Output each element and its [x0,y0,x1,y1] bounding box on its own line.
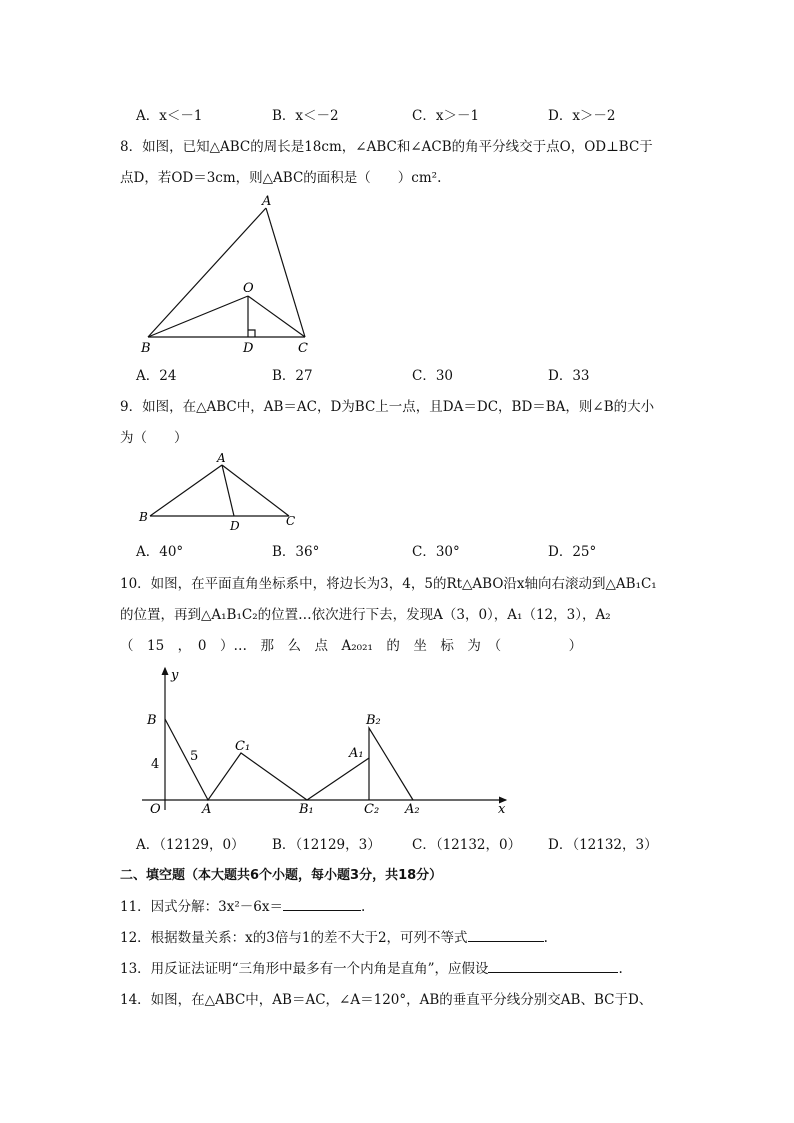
q10-label-c2: C₂ [364,802,380,817]
q10-stem-line2: 的位置，再到△A₁B₁C₂的位置…依次进行下去，发现A（3，0），A₁（12，3），A₂ [120,607,611,623]
q10-y-axis-label: y [171,668,179,683]
q10-label-a1: A₁ [349,746,364,761]
q10-stem-line1: 10．如图，在平面直角坐标系中，将边长为3，4，5的Rt△ABO沿x轴向右滚动到△AB₁C₁ [120,576,657,592]
q8-label-c: C [298,341,308,356]
q8-stem-line1: 8．如图，已知△ABC的周长是18cm，∠ABC和∠ACB的角平分线交于点O，OD⊥BC于 [120,139,653,155]
q8-label-b: B [141,341,151,356]
q11-text: 11．因式分解：3x²－6x＝ [120,899,283,915]
q8-option-c: C．30 [412,368,454,384]
q10-option-a: A．（12129，0） [136,837,245,853]
q7-option-b: B．x＜－2 [272,108,339,124]
q8-stem-line2: 点D，若OD＝3cm，则△ABC的面积是（ ）cm². [120,170,442,186]
q9-option-c: C．30° [412,544,460,560]
q7-option-d: D．x＞－2 [548,108,616,124]
q8-option-d: D．33 [548,368,590,384]
q13-answer-blank[interactable] [488,960,618,973]
q13-end: . [618,961,623,977]
q9-option-b: B．36° [272,544,320,560]
q9-option-a: A．40° [136,544,184,560]
q11-end: . [361,899,366,915]
q9-label-b: B [139,510,148,524]
q13-text: 13．用反证法证明“三角形中最多有一个内角是直角”，应假设 [120,961,489,977]
q7-option-c: C．x＞－1 [412,108,480,124]
q12-text: 12．根据数量关系：x的3倍与1的差不大于2，可列不等式 [120,930,468,946]
q10-label-c1: C₁ [235,739,251,754]
q13-line [120,957,623,977]
q10-stem-line3: （ 15 ， 0 ）… 那 么 点 A₂₀₂₁ 的 坐 标 为 （ ） [120,638,583,654]
q8-label-o: O [243,281,254,296]
q10-option-d: D．（12132，3） [548,837,658,853]
q10-label-b1: B₁ [299,802,314,817]
q10-label-o: O [150,802,161,817]
q10-label-4: 4 [151,757,160,772]
q10-option-b: B．（12129，3） [272,837,381,853]
section-2-title: 二、填空题（本大题共6个小题，每小题3分，共18分） [120,868,443,883]
q9-label-c: C [286,514,296,528]
q9-label-a: A [217,451,226,465]
q11-line [120,895,365,915]
q14-stem-line1: 14．如图，在△ABC中，AB＝AC，∠A＝120°，AB的垂直平分线分别交AB、BC于D、 [120,992,653,1008]
q10-option-c: C．（12132，0） [412,837,522,853]
q9-stem-line1: 9．如图，在△ABC中，AB＝AC，D为BC上一点，且DA＝DC，BD＝BA，则∠B的大小 [120,399,655,415]
q9-stem-line2: 为（ ） [120,430,188,446]
q8-option-a: A．24 [136,368,177,384]
q10-label-a2: A₂ [405,802,420,817]
q10-label-5: 5 [190,749,199,764]
q10-label-b: B [147,713,157,728]
q8-label-a: A [262,194,272,209]
q8-label-d: D [243,341,254,356]
q12-line [120,926,548,946]
q9-label-d: D [230,519,240,533]
q12-answer-blank[interactable] [468,929,544,942]
q10-x-axis-label: x [498,802,506,817]
q9-option-d: D．25° [548,544,597,560]
q10-label-b2: B₂ [366,713,381,728]
q11-answer-blank[interactable] [283,898,361,911]
q8-option-b: B．27 [272,368,313,384]
q12-end: . [543,930,548,946]
q10-label-a: A [202,802,212,817]
q7-option-a: A．x＜－1 [136,108,203,124]
